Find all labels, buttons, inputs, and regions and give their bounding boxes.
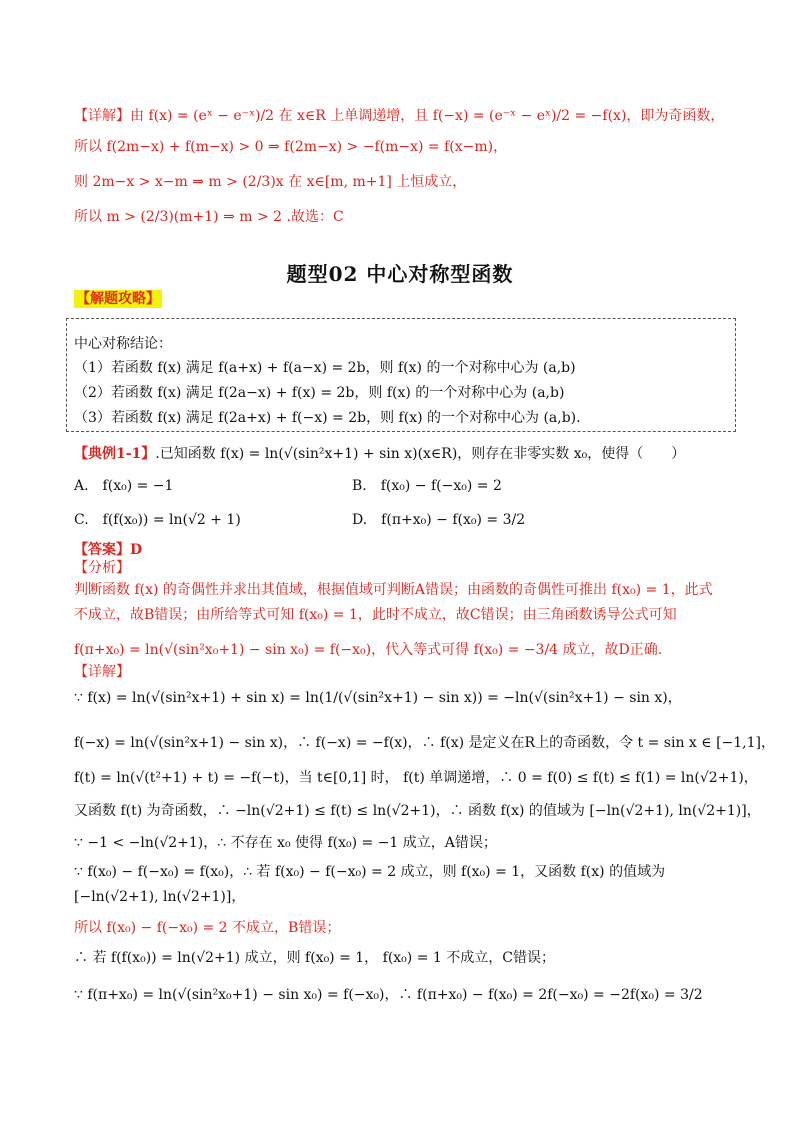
choice-c: C. f(f(x₀)) = ln(√2 + 1) [74, 512, 241, 528]
prev-detail-line-3: 则 2m−x > x−m ⇒ m > (2/3)x 在 x∈[m, m+1] 上恒成立， [74, 174, 467, 190]
detail-line-6: ∵ f(x₀) − f(−x₀) = f(x₀)，∴ 若 f(x₀) − f(−x₀) = 2 成立，则 f(x₀) = 1，又函数 f(x) 的值域为 [74, 864, 666, 880]
strategy-label: 【解题攻略】 [76, 291, 160, 307]
detail-line-9: ∴ 若 f(f(x₀)) = ln(√2+1) 成立，则 f(x₀) = 1， f(x₀) = 1 不成立，C错误； [74, 950, 555, 966]
detail-line-8: 所以 f(x₀) − f(−x₀) = 2 不成立，B错误； [74, 920, 341, 936]
box-heading: 中心对称结论： [74, 336, 172, 352]
detail-line-2: f(−x) = ln(√(sin²x+1) − sin x)，∴ f(−x) = −f(x)，∴ f(x) 是定义在R上的奇函数，令 t = sin x ∈ [−1,1]， [74, 735, 776, 751]
answer: 【答案】D [74, 542, 143, 558]
example-row [74, 444, 685, 464]
detail-line-7: [−ln(√2+1), ln(√2+1)]， [74, 889, 246, 905]
prev-detail-line-2: 所以 f(2m−x) + f(m−x) > 0 ⇒ f(2m−x) > −f(m−x) = f(x−m)， [74, 139, 508, 155]
choice-b: B. f(x₀) − f(−x₀) = 2 [352, 478, 502, 494]
box-item-3: （3）若函数 f(x) 满足 f(2a+x) + f(−x) = 2b，则 f(x) 的一个对称中心为 (a,b). [74, 410, 581, 426]
detail-line-4: 又函数 f(t) 为奇函数，∴ −ln(√2+1) ≤ f(t) ≤ ln(√2+1)，∴ 函数 f(x) 的值域为 [−ln(√2+1), ln(√2+1)]， [74, 803, 761, 819]
box-item-2: （2）若函数 f(x) 满足 f(2a−x) + f(x) = 2b，则 f(x) 的一个对称中心为 (a,b) [74, 385, 565, 401]
example-stem: .已知函数 f(x) = ln(√(sin²x+1) + sin x)(x∈R)，则存在非零实数 x₀，使得（ ） [155, 446, 686, 462]
analysis-label: 【分析】 [74, 560, 130, 576]
example-label: 【典例1-1】 [74, 446, 156, 462]
detail-line-5: ∵ −1 < −ln(√2+1)，∴ 不存在 x₀ 使得 f(x₀) = −1 成立，A错误； [74, 835, 497, 851]
choice-a: A. f(x₀) = −1 [74, 478, 174, 494]
detail-line-1: ∵ f(x) = ln(√(sin²x+1) + sin x) = ln(1/(√(sin²x+1) − sin x)) = −ln(√(sin²x+1) − sin x)， [74, 690, 682, 706]
prev-detail-line-4: 所以 m > (2/3)(m+1) ⇒ m > 2 .故选：C [74, 209, 344, 225]
choice-d: D. f(π+x₀) − f(x₀) = 3/2 [352, 512, 526, 528]
detail-label: 【详解】 [74, 664, 130, 680]
box-item-1: （1）若函数 f(x) 满足 f(a+x) + f(a−x) = 2b，则 f(x) 的一个对称中心为 (a,b) [74, 360, 576, 376]
analysis-line-3: f(π+x₀) = ln(√(sin²x₀+1) − sin x₀) = f(−x₀)，代入等式可得 f(x₀) = −3/4 成立，故D正确. [74, 642, 663, 658]
detail-line-10: ∵ f(π+x₀) = ln(√(sin²x₀+1) − sin x₀) = f(−x₀)，∴ f(π+x₀) − f(x₀) = 2f(−x₀) = −2f(x₀) = 3/2 [74, 987, 703, 1003]
section-title: 题型02 中心对称型函数 [286, 262, 514, 286]
detail-line-3: f(t) = ln(√(t²+1) + t) = −f(−t)，当 t∈[0,1] 时， f(t) 单调递增，∴ 0 = f(0) ≤ f(t) ≤ f(1) = ln(√2+1)， [74, 770, 758, 786]
prev-detail-line-1: 【详解】由 f(x) = (eˣ − e⁻ˣ)/2 在 x∈R 上单调递增，且 f(−x) = (e⁻ˣ − eˣ)/2 = −f(x)，即为奇函数， [74, 108, 725, 124]
analysis-line-2: 不成立，故B错误；由所给等式可知 f(x₀) = 1，此时不成立，故C错误；由三角函数诱导公式可知 [74, 607, 677, 623]
analysis-line-1: 判断函数 f(x) 的奇偶性并求出其值域，根据值域可判断A错误；由函数的奇偶性可推出 f(x₀) = 1，此式 [74, 582, 713, 598]
